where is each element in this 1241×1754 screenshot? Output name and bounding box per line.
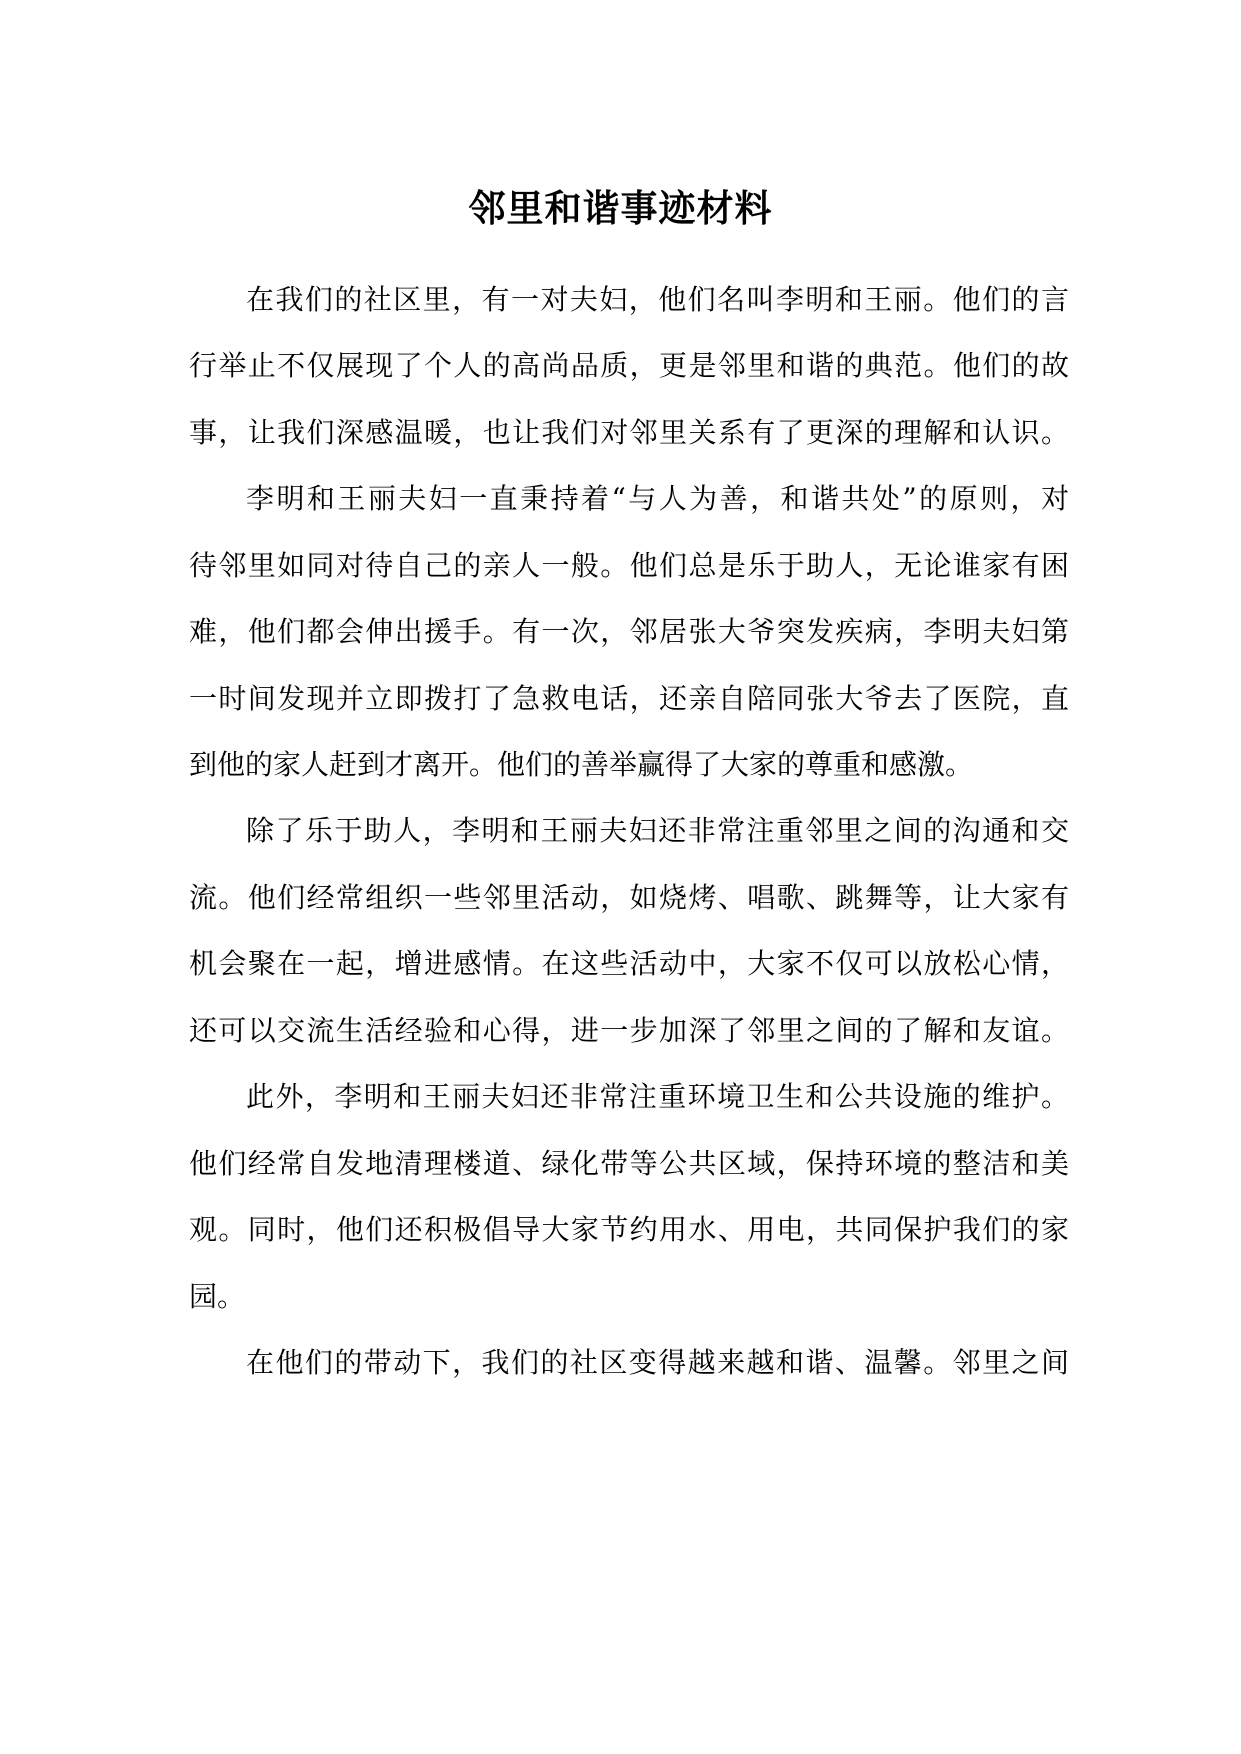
- text-line: 在我们的社区里，有一对夫妇，他们名叫李明和王丽。他们的言: [246, 283, 1069, 316]
- text-line: 在他们的带动下，我们的社区变得越来越和谐、温馨。邻里之间: [246, 1346, 1069, 1379]
- text-line: 他们经常自发地清理楼道、绿化带等公共区域，保持环境的整洁和美: [189, 1147, 1069, 1180]
- text-line: 李明和王丽夫妇一直秉持着“与人为善，和谐共处”的原则，对: [246, 482, 1069, 515]
- text-line: 此外，李明和王丽夫妇还非常注重环境卫生和公共设施的维护。: [246, 1080, 1069, 1113]
- text-line: 到他的家人赶到才离开。他们的善举赢得了大家的尊重和感激。: [189, 748, 974, 781]
- text-line: 除了乐于助人，李明和王丽夫妇还非常注重邻里之间的沟通和交: [246, 814, 1069, 847]
- text-line: 园。: [189, 1280, 246, 1313]
- text-line: 机会聚在一起，增进感情。在这些活动中，大家不仅可以放松心情，: [189, 947, 1069, 980]
- text-line: 行举止不仅展现了个人的高尚品质，更是邻里和谐的典范。他们的故: [189, 349, 1069, 382]
- text-line: 还可以交流生活经验和心得，进一步加深了邻里之间的了解和友谊。: [189, 1014, 1069, 1047]
- text-line: 事，让我们深感温暖，也让我们对邻里关系有了更深的理解和认识。: [189, 416, 1069, 449]
- text-line: 难，他们都会伸出援手。有一次，邻居张大爷突发疾病，李明夫妇第: [189, 615, 1069, 648]
- text-line: 一时间发现并立即拨打了急救电话，还亲自陪同张大爷去了医院，直: [189, 682, 1069, 715]
- text-line: 观。同时，他们还积极倡导大家节约用水、用电，共同保护我们的家: [189, 1213, 1069, 1246]
- text-line: 待邻里如同对待自己的亲人一般。他们总是乐于助人，无论谁家有困: [189, 549, 1069, 582]
- document-title: 邻里和谐事迹材料: [468, 186, 773, 230]
- text-line: 流。他们经常组织一些邻里活动，如烧烤、唱歌、跳舞等，让大家有: [189, 881, 1069, 914]
